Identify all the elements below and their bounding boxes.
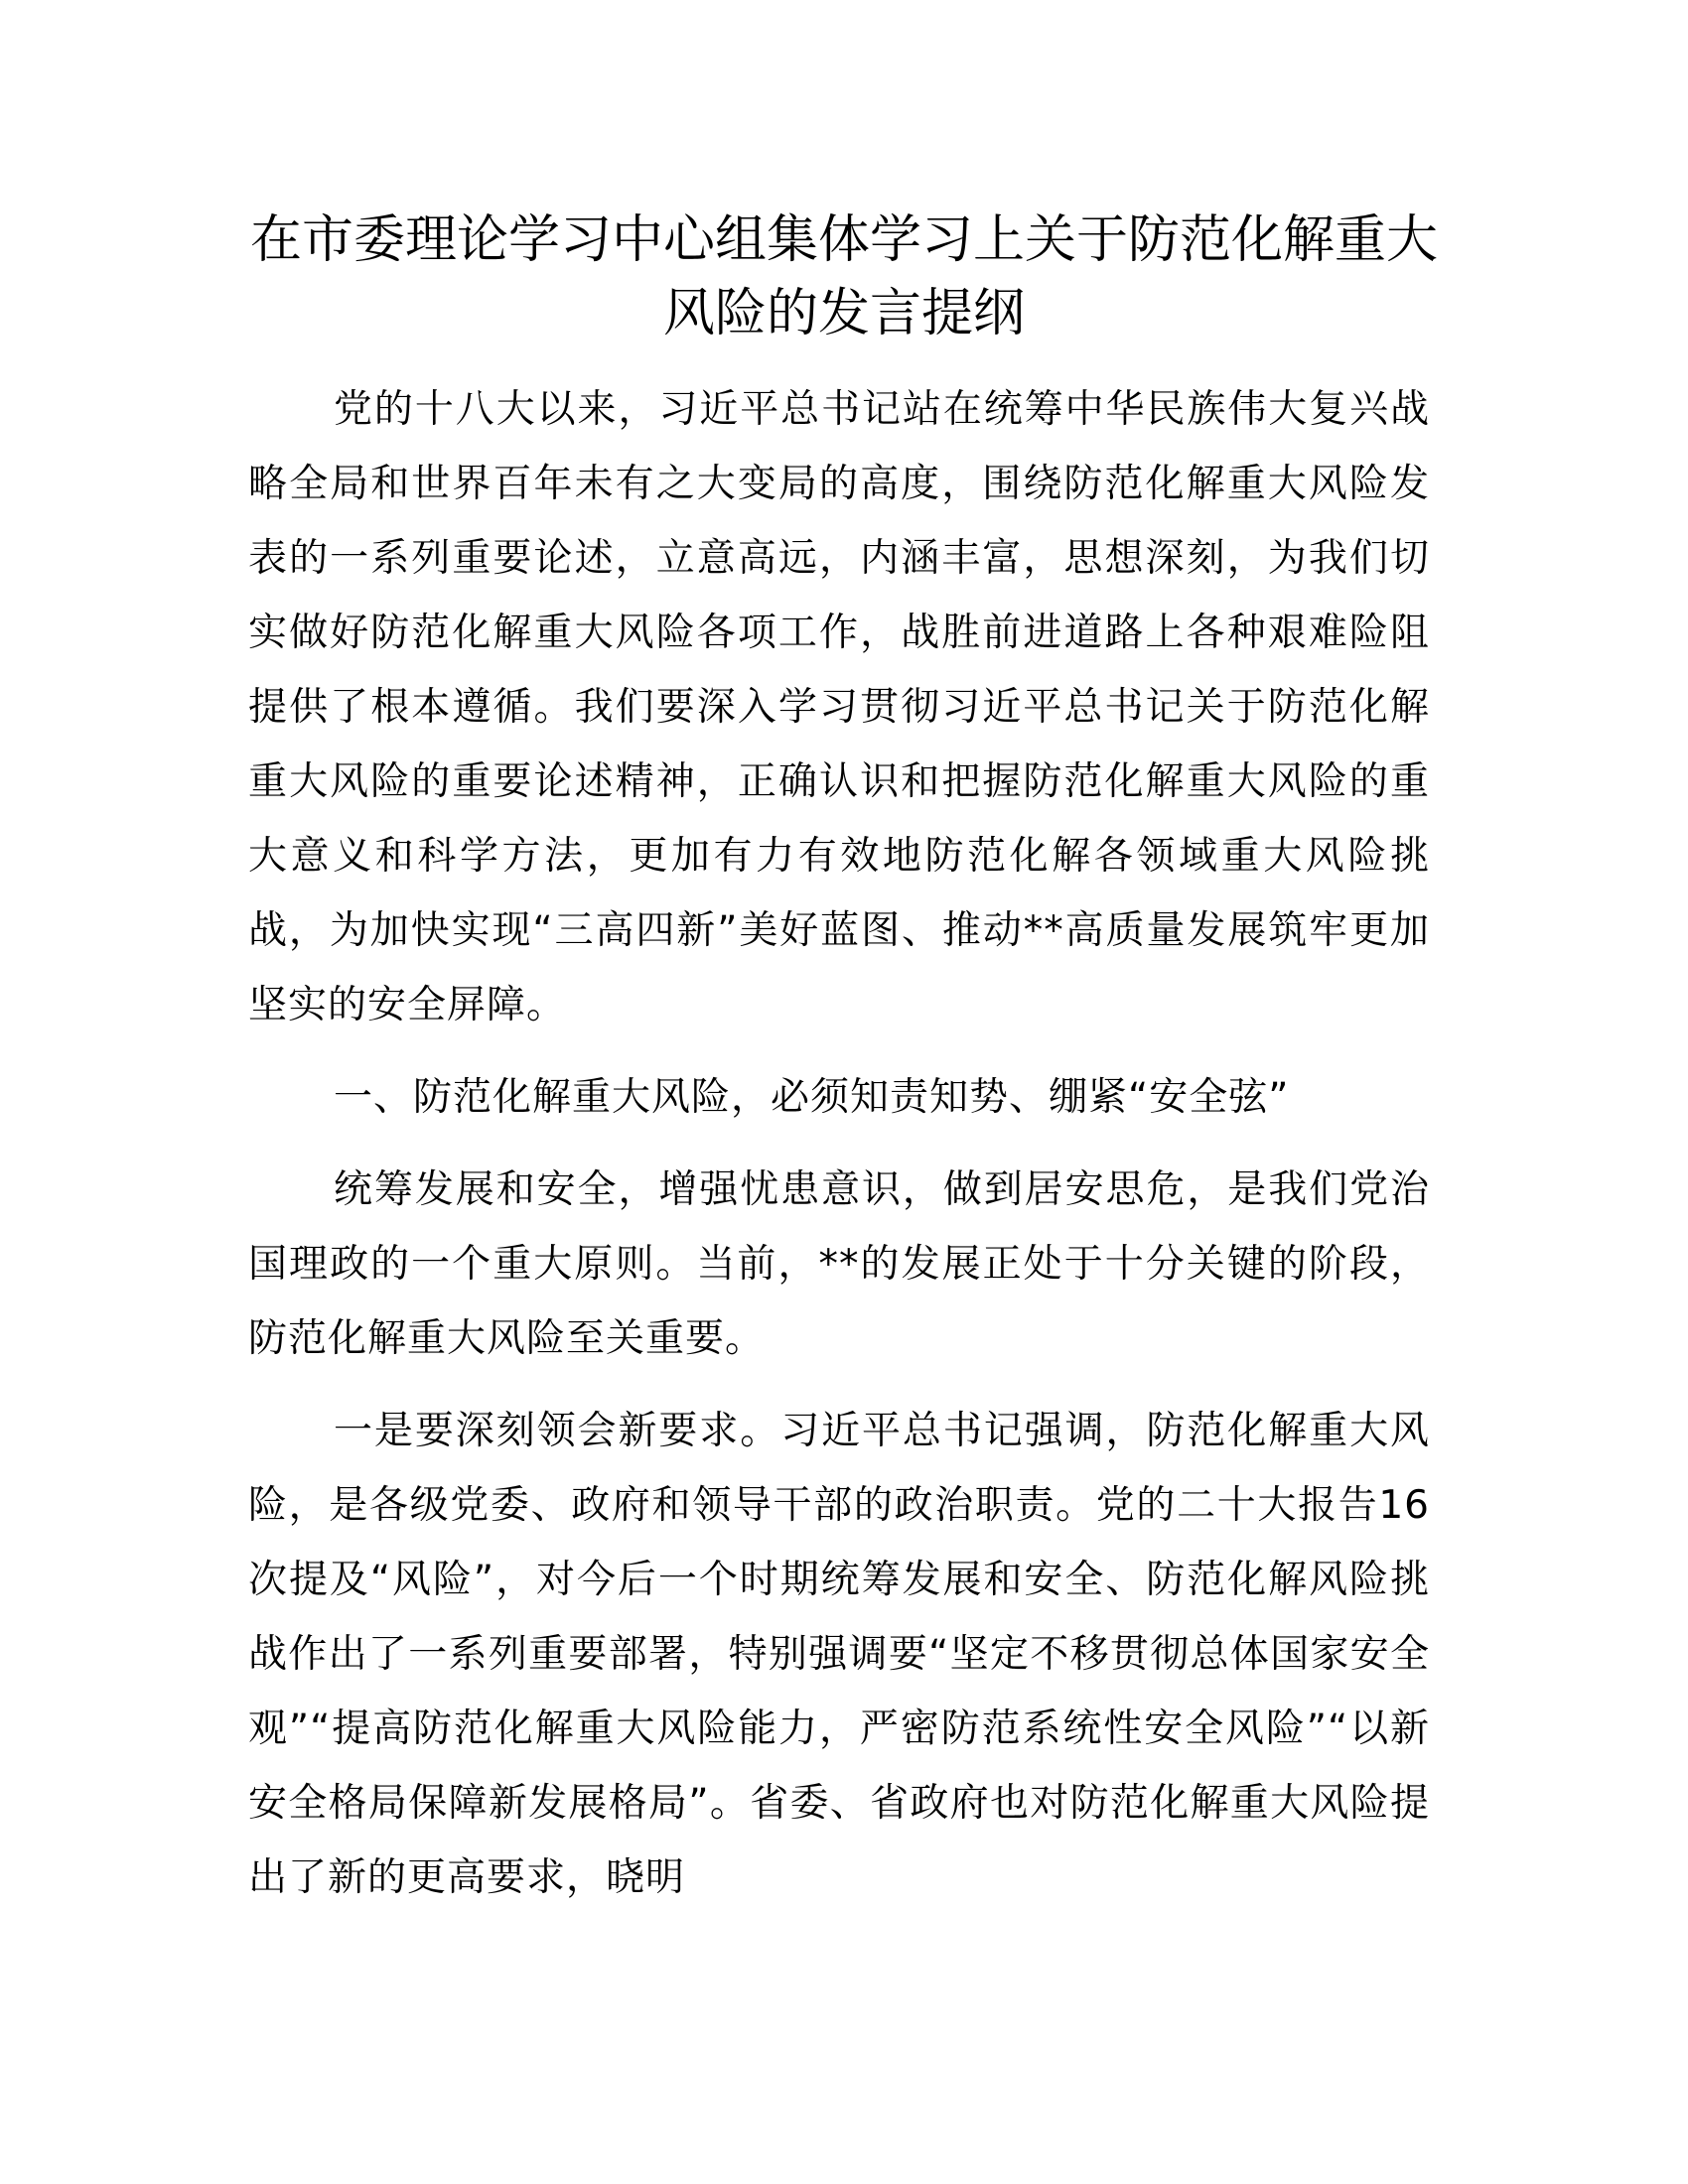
document-body bbox=[248, 372, 1430, 1933]
section-heading-1: 一、防范化解重大风险，必须知责知势、绷紧“安全弦” bbox=[334, 1075, 1290, 1120]
point-1-paragraph: 一是要深刻领会新要求。习近平总书记强调，防范化解重大风险，是各级党委、政府和领导干部的政治职责。党的二十大报告16次提及“风险”，对今后一个时期统筹发展和安全、防范化解风险挑战作出了一系列重要部署，特别强调要“坚定不移贯彻总体国家安全观”“提高防范化解重大风险能力，严密防范系统性安全风险”“以新安全格局保障新发展格局”。省委、省政府也对防范化解重大风险提出了新的更高要求，晓明 bbox=[248, 1409, 1430, 1900]
intro-paragraph: 党的十八大以来，习近平总书记站在统筹中华民族伟大复兴战略全局和世界百年未有之大变局的高度，围绕防范化解重大风险发表的一系列重要论述，立意高远，内涵丰富，思想深刻，为我们切实做好防范化解重大风险各项工作，战胜前进道路上各种艰难险阻提供了根本遵循。我们要深入学习贯彻习近平总书记关于防范化解重大风险的重要论述精神，正确认识和把握防范化解重大风险的重大意义和科学方法，更加有力有效地防范化解各领域重大风险挑战，为加快实现“三高四新”美好蓝图、推动**高质量发展筑牢更加坚实的安全屏障。 bbox=[248, 387, 1430, 1027]
section-1-paragraph: 统筹发展和安全，增强忧患意识，做到居安思危，是我们党治国理政的一个重大原则。当前，**的发展正处于十分关键的阶段，防范化解重大风险至关重要。 bbox=[248, 1167, 1430, 1361]
document-title: 在市委理论学习中心组集体学习上关于防范化解重大风险的发言提纲 bbox=[249, 210, 1438, 343]
